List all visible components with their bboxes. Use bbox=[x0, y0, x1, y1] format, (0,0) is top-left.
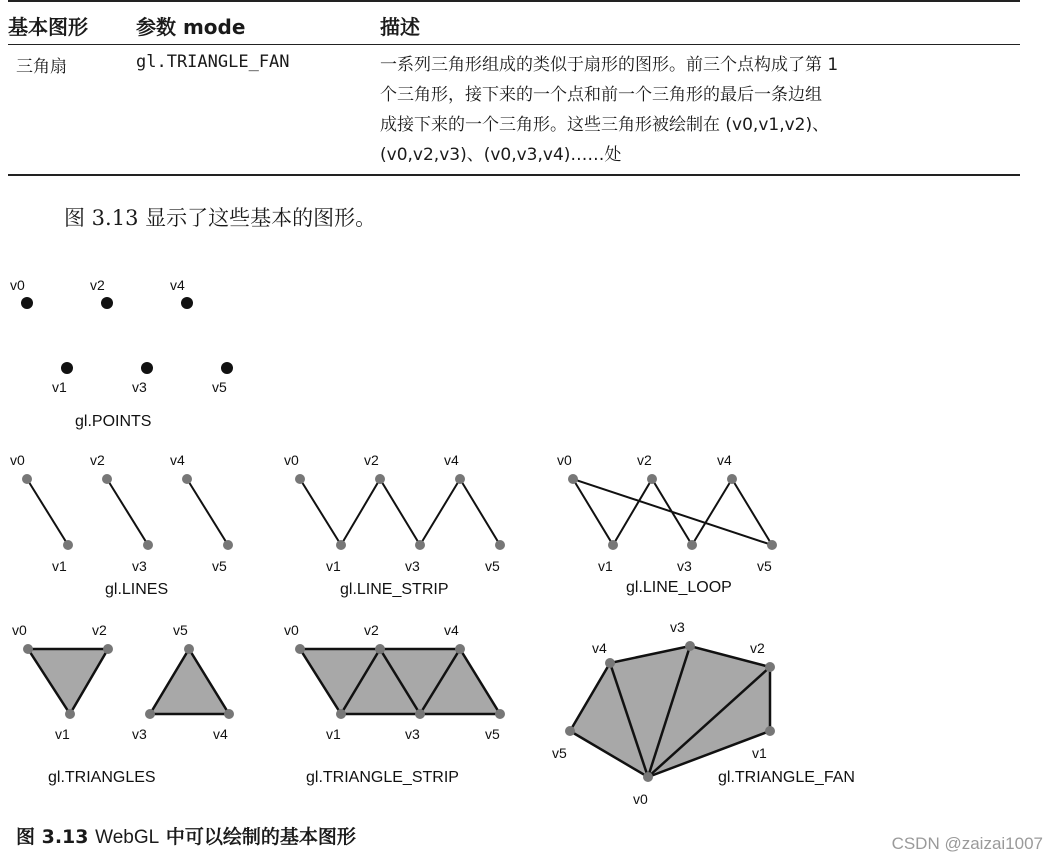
vertex-point bbox=[63, 540, 73, 550]
desc-line: 成接下来的一个三角形。这些三角形被绘制在 (v0,v1,v2)、 bbox=[380, 115, 830, 135]
vertex-label: v2 bbox=[92, 622, 107, 638]
vertex-point bbox=[687, 540, 697, 550]
vertex-label: v2 bbox=[90, 452, 105, 468]
triangle-shape bbox=[28, 649, 108, 714]
vertex-label: v4 bbox=[213, 726, 228, 742]
desc-line: 个三角形，接下来的一个点和前一个三角形的最后一条边组 bbox=[380, 85, 822, 105]
vertex-point bbox=[565, 726, 575, 736]
vertex-label: v3 bbox=[132, 726, 147, 742]
vertex-label: v4 bbox=[170, 452, 185, 468]
vertex-point bbox=[22, 474, 32, 484]
triangles-diagram bbox=[12, 622, 234, 786]
vertex-label: v1 bbox=[326, 558, 341, 574]
vertex-point bbox=[608, 540, 618, 550]
vertex-label: v3 bbox=[405, 558, 420, 574]
vertex-label: v0 bbox=[284, 452, 299, 468]
vertex-point bbox=[727, 474, 737, 484]
vertex-point bbox=[495, 540, 505, 550]
vertex-label: v1 bbox=[52, 558, 67, 574]
desc-line: 一系列三角形组成的类似于扇形的图形。前三个点构成了第 1 bbox=[380, 55, 839, 75]
points-diagram bbox=[10, 277, 233, 430]
vertex-label: v4 bbox=[592, 640, 607, 656]
vertex-label: v2 bbox=[364, 622, 379, 638]
figure-caption-number: 图 3.13 bbox=[16, 826, 89, 848]
vertex-label: v5 bbox=[485, 558, 500, 574]
vertex-label: v4 bbox=[444, 452, 459, 468]
vertex-point bbox=[184, 644, 194, 654]
caption-triangle-strip: gl.TRIANGLE_STRIP bbox=[306, 769, 459, 786]
vertex-point bbox=[61, 362, 73, 374]
vertex-label: v3 bbox=[132, 379, 147, 395]
figure-caption-cn: 中可以绘制的基本图形 bbox=[159, 826, 356, 848]
vertex-label: v0 bbox=[557, 452, 572, 468]
vertex-point bbox=[455, 474, 465, 484]
vertex-point bbox=[65, 709, 75, 719]
figure-caption bbox=[16, 822, 356, 849]
primitives-figure bbox=[0, 255, 1053, 815]
caption-points: gl.POINTS bbox=[75, 413, 152, 430]
vertex-point bbox=[336, 709, 346, 719]
vertex-label: v1 bbox=[52, 379, 67, 395]
triangle-strip-diagram bbox=[284, 622, 505, 786]
watermark: CSDN @zaizai1007 bbox=[891, 834, 1043, 853]
table-top-rule bbox=[8, 0, 1020, 2]
table-bottom-rule bbox=[8, 174, 1020, 176]
lines-diagram bbox=[10, 452, 233, 598]
vertex-point bbox=[224, 709, 234, 719]
vertex-label: v4 bbox=[444, 622, 459, 638]
vertex-point bbox=[103, 644, 113, 654]
triangle-fan-diagram bbox=[552, 619, 855, 807]
vertex-point bbox=[415, 709, 425, 719]
vertex-label: v2 bbox=[750, 640, 765, 656]
line-segment bbox=[187, 479, 228, 545]
vertex-label: v2 bbox=[364, 452, 379, 468]
vertex-point bbox=[767, 540, 777, 550]
cell-desc bbox=[380, 50, 1020, 170]
caption-line-loop: gl.LINE_LOOP bbox=[626, 579, 732, 596]
vertex-point bbox=[375, 644, 385, 654]
vertex-point bbox=[765, 726, 775, 736]
figure-caption-en: WebGL bbox=[95, 827, 160, 848]
vertex-point bbox=[102, 474, 112, 484]
vertex-point bbox=[21, 297, 33, 309]
vertex-label: v1 bbox=[326, 726, 341, 742]
vertex-label: v0 bbox=[10, 452, 25, 468]
vertex-label: v0 bbox=[284, 622, 299, 638]
table-header-rule bbox=[8, 44, 1020, 45]
vertex-point bbox=[685, 641, 695, 651]
vertex-point bbox=[182, 474, 192, 484]
vertex-point bbox=[221, 362, 233, 374]
caption-triangles: gl.TRIANGLES bbox=[48, 769, 156, 786]
vertex-label: v0 bbox=[12, 622, 27, 638]
desc-line: (v0,v2,v3)、(v0,v3,v4)……处 bbox=[380, 145, 622, 165]
vertex-label: v1 bbox=[55, 726, 70, 742]
line-segment bbox=[107, 479, 148, 545]
vertex-label: v3 bbox=[677, 558, 692, 574]
vertex-label: v5 bbox=[212, 558, 227, 574]
vertex-label: v5 bbox=[485, 726, 500, 742]
vertex-label: v0 bbox=[633, 791, 648, 807]
cell-param: gl.TRIANGLE_FAN bbox=[136, 52, 290, 72]
vertex-label: v5 bbox=[757, 558, 772, 574]
vertex-label: v5 bbox=[173, 622, 188, 638]
vertex-point bbox=[143, 540, 153, 550]
header-shape: 基本图形 bbox=[8, 15, 88, 39]
vertex-point bbox=[295, 474, 305, 484]
vertex-point bbox=[223, 540, 233, 550]
vertex-point bbox=[336, 540, 346, 550]
vertex-label: v3 bbox=[670, 619, 685, 635]
vertex-point bbox=[375, 474, 385, 484]
vertex-label: v1 bbox=[598, 558, 613, 574]
header-desc: 描述 bbox=[380, 15, 420, 39]
triangle-shape bbox=[150, 649, 229, 714]
body-paragraph: 图 3.13 显示了这些基本的图形。 bbox=[64, 206, 377, 230]
vertex-label: v5 bbox=[552, 745, 567, 761]
vertex-label: v2 bbox=[90, 277, 105, 293]
vertex-label: v4 bbox=[717, 452, 732, 468]
vertex-point bbox=[415, 540, 425, 550]
vertex-point bbox=[643, 772, 653, 782]
cell-shape: 三角扇 bbox=[16, 57, 67, 77]
line-loop-diagram bbox=[557, 452, 777, 596]
caption-triangle-fan: gl.TRIANGLE_FAN bbox=[718, 769, 855, 786]
vertex-point bbox=[145, 709, 155, 719]
vertex-point bbox=[765, 662, 775, 672]
vertex-point bbox=[101, 297, 113, 309]
vertex-label: v4 bbox=[170, 277, 185, 293]
caption-lines: gl.LINES bbox=[105, 581, 169, 598]
vertex-point bbox=[295, 644, 305, 654]
vertex-point bbox=[495, 709, 505, 719]
vertex-label: v0 bbox=[10, 277, 25, 293]
vertex-point bbox=[23, 644, 33, 654]
vertex-label: v5 bbox=[212, 379, 227, 395]
vertex-point bbox=[181, 297, 193, 309]
line-segment bbox=[27, 479, 68, 545]
vertex-point bbox=[605, 658, 615, 668]
vertex-point bbox=[568, 474, 578, 484]
header-param: 参数 mode bbox=[136, 15, 246, 39]
vertex-point bbox=[647, 474, 657, 484]
loop-polygon bbox=[573, 479, 772, 545]
vertex-label: v2 bbox=[637, 452, 652, 468]
caption-line-strip: gl.LINE_STRIP bbox=[340, 581, 449, 598]
vertex-label: v1 bbox=[752, 745, 767, 761]
vertex-label: v3 bbox=[405, 726, 420, 742]
line-strip-diagram bbox=[284, 452, 505, 598]
vertex-point bbox=[141, 362, 153, 374]
vertex-label: v3 bbox=[132, 558, 147, 574]
vertex-point bbox=[455, 644, 465, 654]
strip-polyline bbox=[300, 479, 500, 545]
